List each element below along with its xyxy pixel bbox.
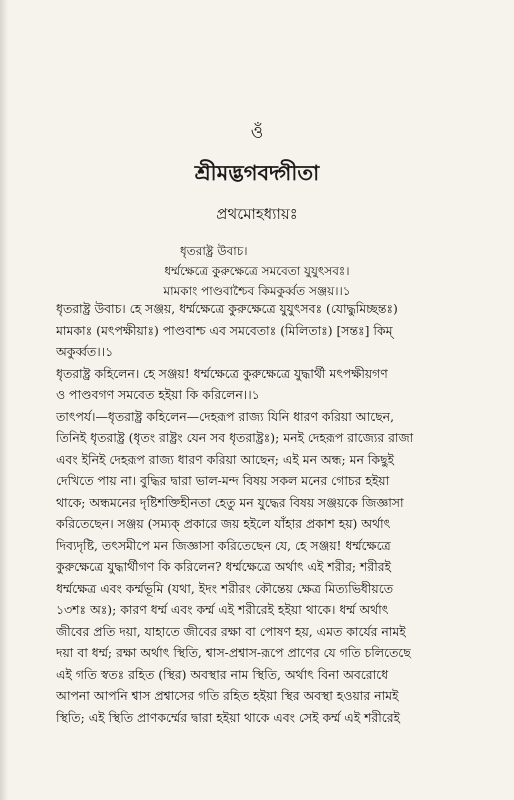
body-line: এবং ইনিই দেহরূপ রাজ্য ধারণ করিয়া আছেন; এই মন অন্ধ; মন কিছুই	[56, 451, 394, 467]
chapter-heading: প্রথমোহধ্যায়ঃ	[216, 205, 298, 223]
body-line: ধর্ম্মক্ষেত্র এবং কর্ম্মভূমি (যথা, ইদং শরীরং কৌন্তেয় ক্ষেত্র মিত্যভিধীয়তে	[56, 580, 393, 596]
body-line: স্থিতি; এই স্থিতি প্রাণকর্ম্মের দ্বারা হইয়া থাকে এবং সেই কর্ম্ম এই শরীরেই	[56, 709, 401, 725]
body-line: দেখিতে পায় না। বুদ্ধির দ্বারা ভাল-মন্দ বিষয় সকল মনের গোচর হইয়া	[56, 473, 390, 488]
commentary-text	[56, 298, 494, 728]
body-line: দয়া বা ধর্ম্ম; রক্ষা অর্থাৎ স্থিতি, শ্বাস-প্রশ্বাস-রূপে প্রাণের যে গতি চলিতেছে	[56, 645, 411, 660]
sanskrit-verse	[0, 241, 514, 301]
body-line: আপনা আপনি শ্বাস প্রশ্বাসের গতি রহিত হইয়া স্থির অবস্থা হওয়ার নামই	[56, 688, 399, 703]
body-line: অকুর্ব্বত।।১	[56, 344, 114, 359]
body-line: তিনিই ধৃতরাষ্ট্র (ধৃতং রাষ্ট্রং যেন সব ধৃতরাষ্ট্রঃ); মনই দেহরূপ রাজ্যের রাজা	[56, 430, 414, 445]
body-line: দিব্যদৃষ্টি, তৎসমীপে মন জিজ্ঞাসা করিতেছেন যে, হে সঞ্জয়! ধর্ম্মক্ষেত্রে	[56, 537, 391, 553]
book-title: শ্রীমদ্ভগবদ্গীতা	[194, 160, 320, 185]
body-line: ধৃতরাষ্ট্র কহিলেন। হে সঞ্জয়! ধর্ম্মক্ষেত্রে কুরুক্ষেত্রে যুদ্ধার্থী মৎপক্ষীয়গণ	[56, 365, 388, 381]
body-line: এই গতি স্বতঃ রহিত (স্থির) অবস্থার নাম স্থিতি, অর্থাৎ বিনা অবরোধে	[56, 666, 389, 682]
body-line: থাকে; অন্ধমনের দৃষ্টিশক্তিহীনতা হেতু মন যুদ্ধের বিষয় সঞ্জয়কে জিজ্ঞাসা	[56, 494, 404, 510]
verse-line-1: ধর্ম্মক্ষেত্রে কুরুক্ষেত্রে সমবেতা যুযুৎসবঃ।	[164, 264, 350, 278]
body-line: করিতেছেন। সঞ্জয় (সম্যক্ প্রকারে জয় হইলে যাঁহার প্রকাশ হয়) অর্থাৎ	[56, 516, 391, 531]
body-line: মামকাঃ (মৎপক্ষীয়াঃ) পাণ্ডবাশ্চ এব সমবেতাঃ (মিলিতাঃ) [সন্তঃ] কিম্	[56, 322, 393, 338]
om-symbol: ওঁ	[250, 123, 264, 143]
verse-speaker: ধৃতরাষ্ট্র উবাচ।	[180, 244, 248, 258]
body-line: ধৃতরাষ্ট্র উবাচ। হে সঞ্জয়, ধর্ম্মক্ষেত্রে কুরুক্ষেত্রে যুযুৎসবঃ (যোদ্ধুমিচ্ছন্তঃ)	[56, 301, 398, 316]
body-line: জীবের প্রতি দয়া, যাহাতে জীবের রক্ষা বা পোষণ হয়, এমত কার্যের নামই	[56, 623, 406, 639]
body-line: কুরুক্ষেত্রে যুদ্ধার্থীগণ কি করিলেন? ধর্ম্মক্ষেত্রে অর্থাৎ এই শরীর; শরীরই	[56, 559, 391, 574]
body-line: ১৩শঃ অঃ); কারণ ধর্ম্ম এবং কর্ম্ম এই শরীরেই হইয়া থাকে। ধর্ম্ম অর্থাৎ	[56, 602, 389, 617]
body-line: ও পাণ্ডবগণ সমবেত হইয়া কি করিলেন।।১	[56, 387, 260, 402]
verse-line-2: মামকাং পাণ্ডবাশ্চৈব কিমকুর্ব্বত সঞ্জয়।।১	[163, 284, 351, 298]
body-line: তাৎপর্য।—ধৃতরাষ্ট্র কহিলেন—দেহরূপ রাজ্য যিনি ধারণ করিয়া আছেন,	[56, 408, 395, 424]
